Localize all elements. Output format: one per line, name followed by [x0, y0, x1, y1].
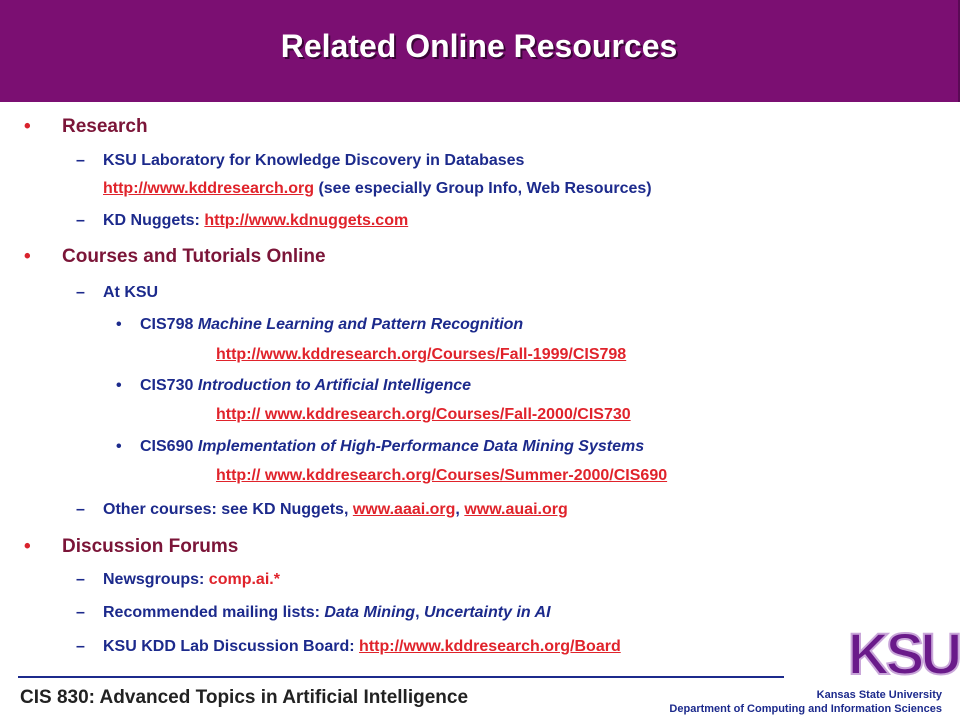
kdnuggets-link[interactable]: http://www.kdnuggets.com: [204, 212, 409, 229]
course-name: Introduction to Artificial Intelligence: [197, 377, 472, 394]
item-text: KSU KDD Lab Discussion Board:: [103, 638, 355, 655]
bullet-icon: •: [116, 438, 122, 455]
mailing-list-data-mining: Data Mining: [324, 604, 416, 621]
discussion-board-link[interactable]: http://www.kddresearch.org/Board: [359, 638, 621, 655]
kdd-research-link[interactable]: http://www.kddresearch.org: [103, 180, 314, 197]
cis690-link[interactable]: http:// www.kddresearch.org/Courses/Summer-2000/CIS690: [216, 467, 668, 484]
bullet-icon: •: [24, 536, 31, 557]
section-label: Discussion Forums: [62, 536, 239, 557]
section-label: Research: [62, 116, 148, 137]
item-note: (see especially Group Info, Web Resources): [318, 180, 652, 197]
footer-affiliation: [669, 688, 942, 716]
list-item-kdd-url-line: [103, 180, 652, 198]
separator: ,: [415, 604, 420, 621]
logo-text: KSU: [847, 622, 959, 687]
course-url-line: [216, 346, 626, 364]
course-url-line: [216, 467, 667, 485]
course-name: Implementation of High-Performance Data Mining Systems: [197, 438, 645, 455]
department-name: Department of Computing and Information Sciences: [669, 703, 942, 715]
university-name: Kansas State University: [816, 689, 942, 701]
section-label: Courses and Tutorials Online: [62, 246, 326, 267]
bullet-icon: •: [24, 116, 31, 137]
newsgroup-name: comp.ai.*: [208, 571, 280, 588]
course-name: Machine Learning and Pattern Recognition: [197, 316, 524, 333]
bullet-icon: •: [24, 246, 31, 267]
auai-link[interactable]: www.auai.org: [464, 501, 568, 518]
aaai-link[interactable]: www.aaai.org: [352, 501, 456, 518]
mailing-list-uncertainty: Uncertainty in AI: [423, 604, 551, 621]
course-code: CIS798: [140, 316, 194, 333]
dash-icon: –: [76, 212, 85, 229]
course-code: CIS690: [140, 438, 194, 455]
cis730-link[interactable]: http:// www.kddresearch.org/Courses/Fall-2000/CIS730: [216, 406, 631, 423]
item-text: Newsgroups:: [103, 571, 205, 588]
item-text: At KSU: [103, 284, 159, 301]
slide-title: Related Online Resources: [280, 28, 678, 64]
bullet-icon: •: [116, 316, 122, 333]
item-text: Recommended mailing lists:: [103, 604, 320, 621]
cis798-link[interactable]: http://www.kddresearch.org/Courses/Fall-1999/CIS798: [216, 346, 627, 363]
dash-icon: –: [76, 501, 85, 518]
title-bar: [0, 0, 960, 102]
item-text: KD Nuggets:: [103, 212, 200, 229]
dash-icon: –: [76, 284, 85, 301]
dash-icon: –: [76, 152, 85, 169]
ksu-logo: [847, 620, 959, 687]
course-title: CIS 830: Advanced Topics in Artificial Intelligence: [20, 687, 469, 708]
dash-icon: –: [76, 638, 85, 655]
item-text: KSU Laboratory for Knowledge Discovery in Databases: [103, 152, 525, 169]
course-url-line: [216, 406, 631, 424]
item-text: Other courses: see KD Nuggets,: [103, 501, 349, 518]
dash-icon: –: [76, 604, 85, 621]
course-code: CIS730: [140, 377, 194, 394]
dash-icon: –: [76, 571, 85, 588]
footer-divider: [18, 676, 784, 678]
bullet-icon: •: [116, 377, 122, 394]
separator: ,: [455, 501, 460, 518]
